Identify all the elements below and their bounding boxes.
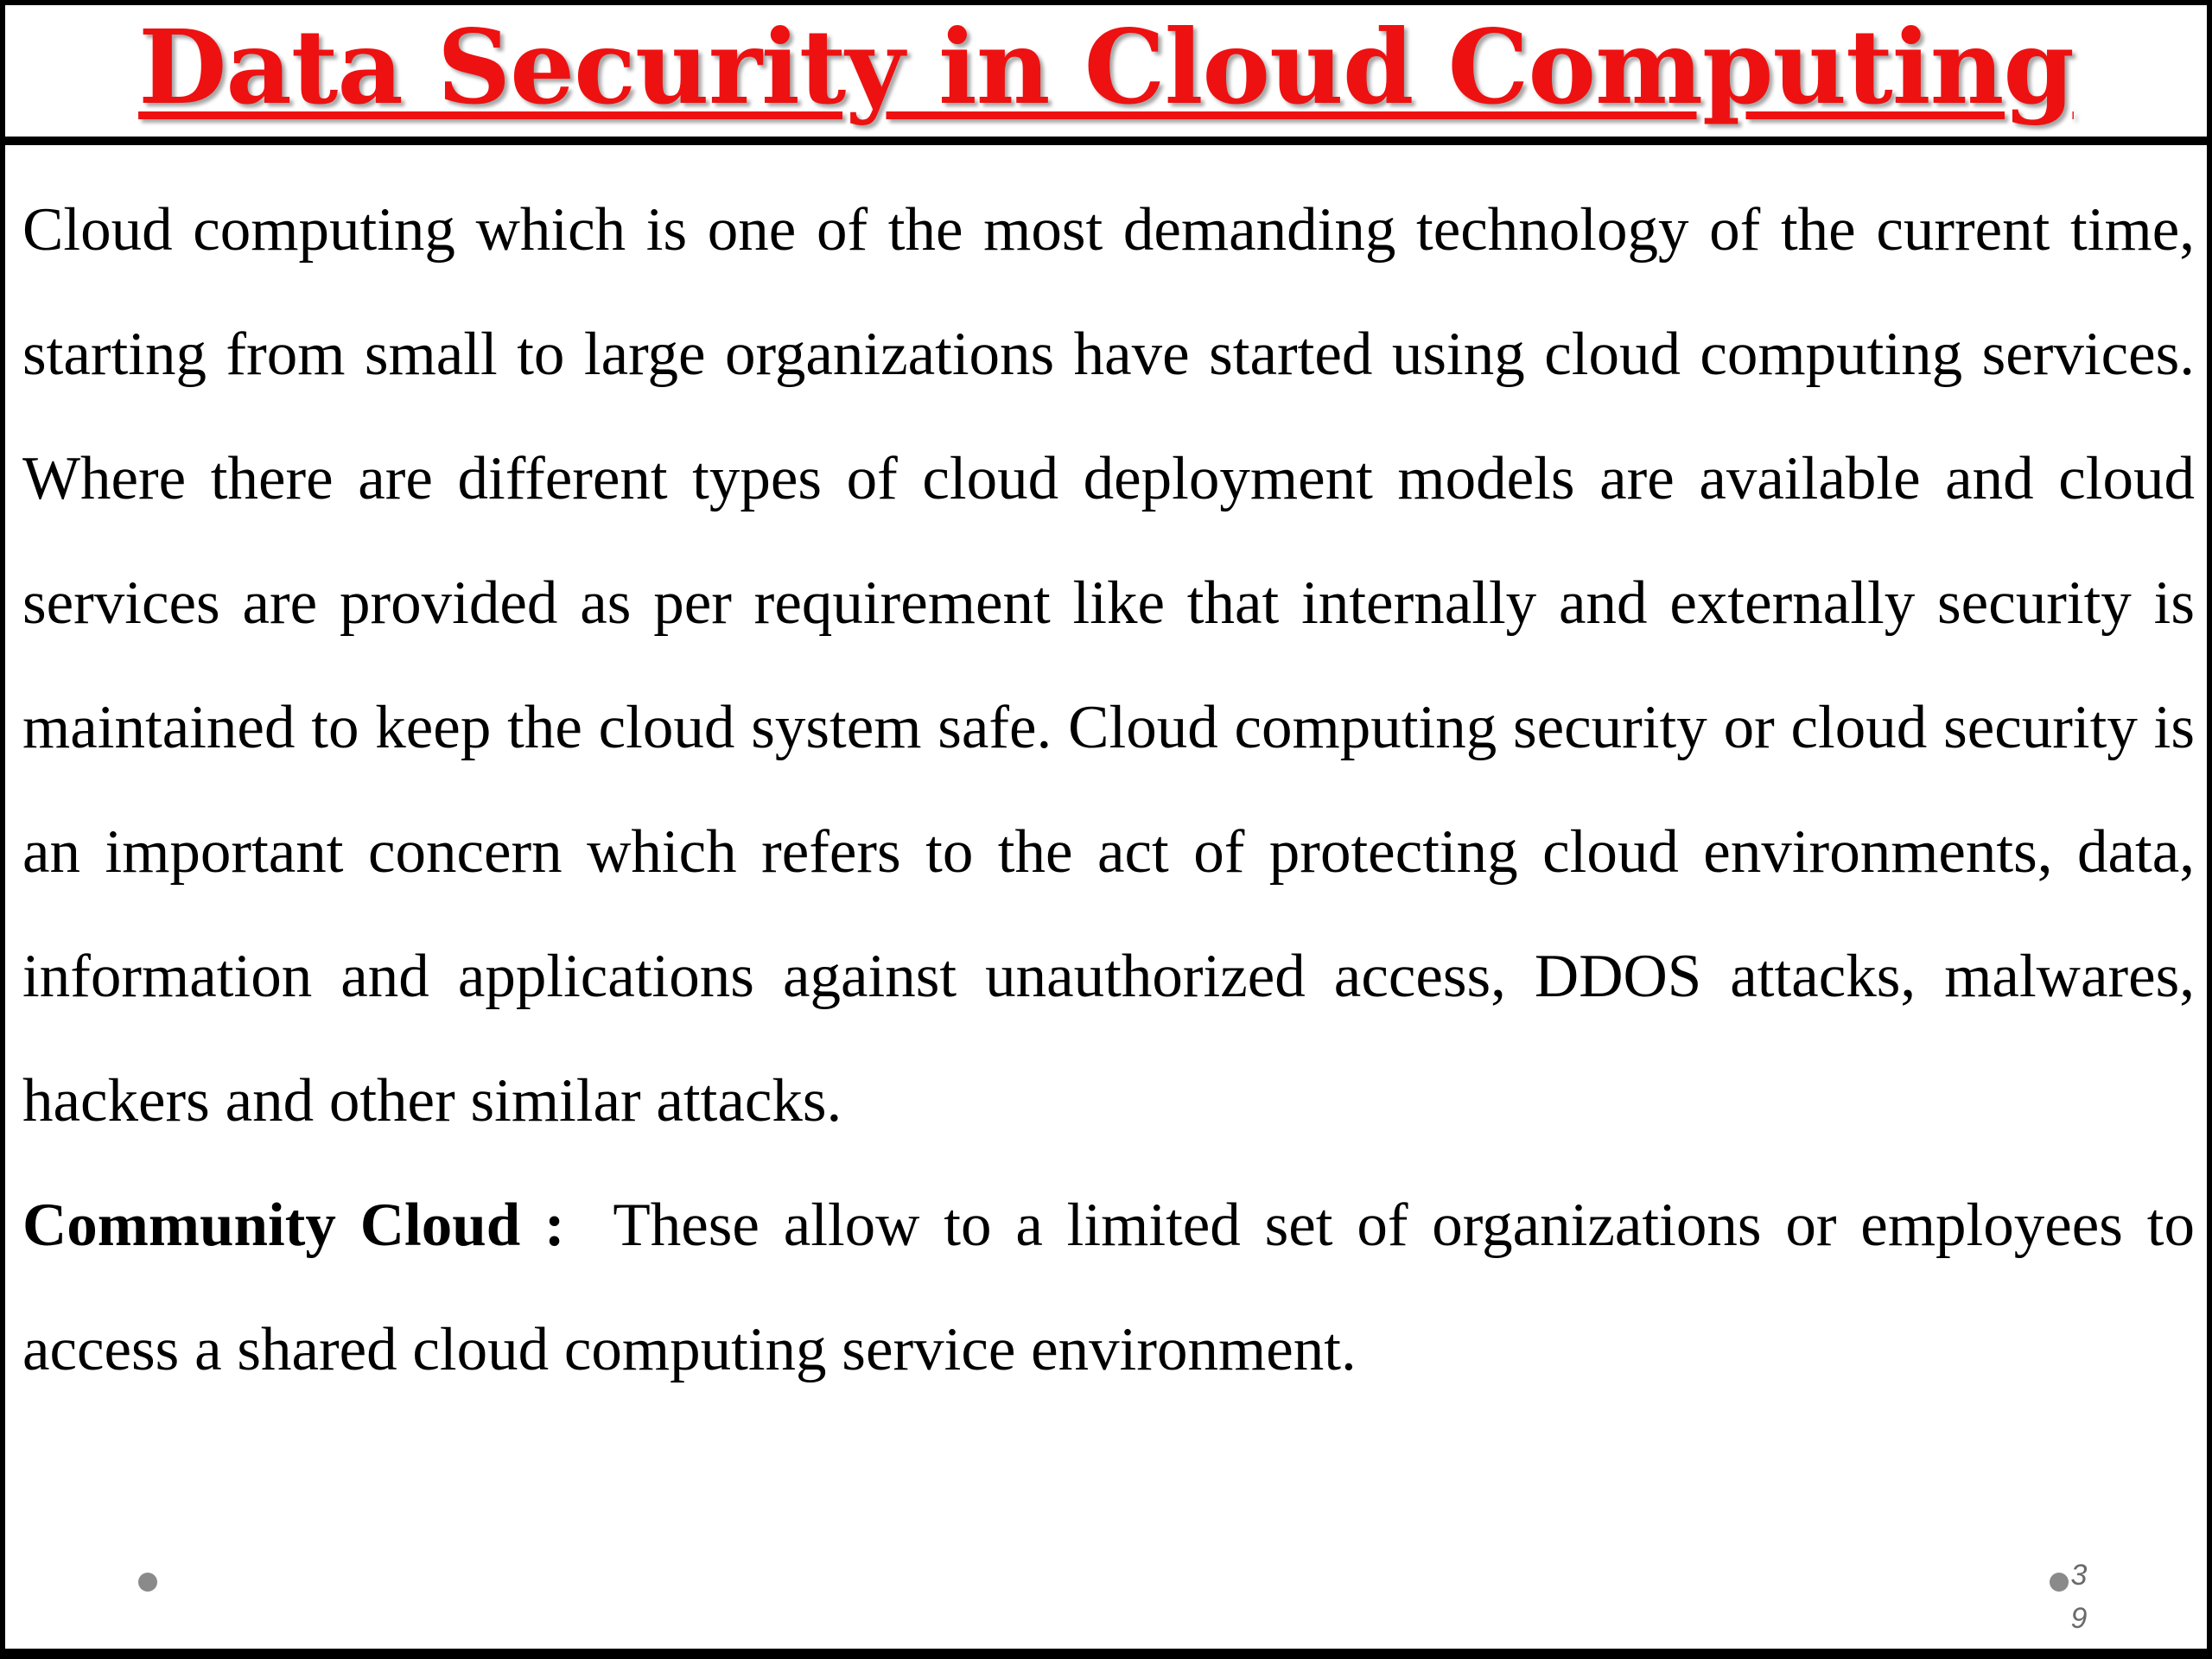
community-cloud-definition: These allow to a limited set of organizations or employees to access a shared cloud computing service environment. xyxy=(22,1192,2195,1383)
title-bar xyxy=(5,5,2207,137)
community-cloud-term: Community Cloud : xyxy=(22,1192,565,1259)
page-number: 39 xyxy=(2070,1559,2088,1635)
footer-dot-right-icon xyxy=(2050,1573,2069,1592)
title-divider xyxy=(5,137,2207,145)
footer-dot-left-icon xyxy=(138,1573,157,1592)
slide-title: Data Security in Cloud Computing xyxy=(138,7,2074,127)
body-paragraph-community-cloud xyxy=(22,1163,2195,1412)
slide-body xyxy=(22,168,2195,1412)
body-paragraph-cloud-security: Cloud computing which is one of the most demanding technology of the current time, starting from small to large organizations have started using cloud computing services. Where there are different types of cloud deployment models are available and cloud services are provided as per requirement like that internally and externally security is maintained to keep the cloud system safe. Cloud computing security or cloud security is an important concern which refers to the act of protecting cloud environments, data, information and applications against unauthorized access, DDOS attacks, malwares, hackers and other similar attacks. xyxy=(22,196,2195,1135)
slide xyxy=(5,5,2207,1649)
